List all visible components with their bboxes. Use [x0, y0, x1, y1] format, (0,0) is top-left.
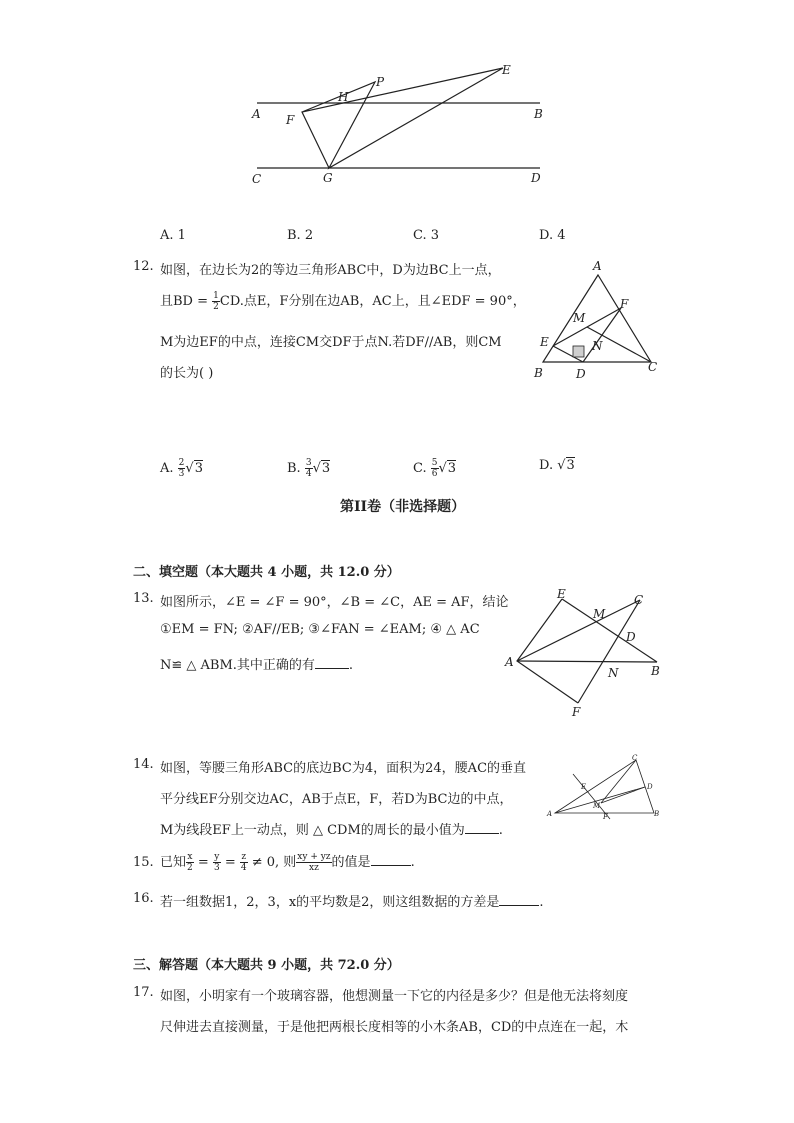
part2-title: 第II卷（非选择题）: [340, 499, 466, 515]
label-D: D: [576, 367, 586, 381]
q12-line3: M为边EF的中点，连接CM交DF于点N.若DF//AB，则CM: [160, 335, 502, 350]
label-H: H: [338, 90, 349, 104]
q11-option-c: C. 3: [413, 228, 440, 243]
label-M: M: [573, 311, 586, 325]
q12-line1: 如图，在边长为2的等边三角形ABC中，D为边BC上一点，: [160, 263, 501, 278]
q15-number: 15.: [133, 855, 154, 870]
answer-blank[interactable]: [371, 853, 411, 866]
answer-blank[interactable]: [315, 656, 349, 669]
q14-figure: [543, 753, 668, 823]
answer-blank[interactable]: [465, 821, 499, 834]
label-C: C: [632, 754, 638, 762]
equilateral-triangle-figure: [528, 258, 668, 383]
label-G: G: [323, 171, 333, 185]
q12-number: 12.: [133, 259, 154, 274]
label-A: A: [505, 655, 514, 669]
label-D: D: [647, 783, 653, 791]
label-A: A: [547, 810, 553, 818]
q17-line1: 如图，小明家有一个玻璃容器，他想测量一下它的内径是多少？但是他无法将刻度: [160, 989, 629, 1004]
q14-line1: 如图，等腰三角形ABC的底边BC为4，面积为24，腰AC的垂直: [160, 761, 527, 776]
q13-figure: [500, 585, 670, 720]
q16-line: 若一组数据1，2，3，x的平均数是2，则这组数据的方差是 .: [160, 895, 544, 910]
label-C: C: [648, 360, 658, 374]
q12-option-b: B. $\frac{3}{4}$ √3: [287, 458, 331, 479]
q13-line2: ①EM = FN; ②AF//EB; ③∠FAN = ∠EAM; ④ △ AC: [160, 622, 480, 637]
label-F: F: [603, 813, 608, 821]
label-F: F: [572, 705, 581, 719]
label-E: E: [557, 587, 566, 601]
label-B: B: [651, 664, 660, 678]
label-B: B: [654, 810, 660, 818]
q15-line: 已知 $\frac{x}{2}$ = $\frac{y}{3}$ = $\frac{z}{4}$ ≠ 0, 则 $\frac{xy + yz}{xz}$ 的值是 .: [160, 852, 415, 873]
label-E: E: [502, 63, 511, 77]
q12-option-d: D. √3: [539, 458, 575, 473]
label-N: N: [592, 339, 603, 353]
answer-blank[interactable]: [499, 893, 539, 906]
label-C: C: [252, 172, 262, 186]
label-C: C: [634, 593, 644, 607]
parallel-lines-figure: [245, 62, 555, 192]
q12-line4: 的长为( ): [160, 366, 214, 381]
label-M: M: [593, 607, 606, 621]
q13-line3: N≌ △ ABM.其中正确的有 .: [160, 658, 354, 673]
q12-option-a: A. $\frac{2}{3}$ √3: [160, 458, 203, 479]
label-A: A: [593, 259, 602, 273]
q12-option-c: C. $\frac{5}{6}$ √3: [413, 458, 457, 479]
label-D: D: [626, 630, 636, 644]
q11-option-a: A. 1: [160, 228, 186, 243]
section-fill-in: 二、填空题（本大题共 4 小题，共 12.0 分）: [133, 565, 400, 580]
label-D: D: [531, 171, 541, 185]
q11-option-b: B. 2: [287, 228, 314, 243]
q13-line1: 如图所示，∠E = ∠F = 90°，∠B = ∠C，AE = AF，结论: [160, 595, 509, 610]
q17-line2: 尺伸进去直接测量，于是他把两根长度相等的小木条AB，CD的中点连在一起，木: [160, 1020, 629, 1035]
q13-number: 13.: [133, 591, 154, 606]
label-B: B: [534, 107, 543, 121]
q14-number: 14.: [133, 757, 154, 772]
label-B: B: [534, 366, 543, 380]
label-E: E: [581, 783, 587, 791]
q12-line2: 且BD = $\frac{1}{2}$ CD.点E，F分别在边AB，AC上，且∠EDF = 90°，: [160, 291, 526, 312]
label-A: A: [252, 107, 261, 121]
q11-option-d: D. 4: [539, 228, 566, 243]
q14-line3: M为线段EF上一动点，则 △ CDM的周长的最小值为 .: [160, 823, 503, 838]
label-E: E: [540, 335, 549, 349]
label-M: M: [593, 802, 601, 810]
label-F: F: [286, 113, 295, 127]
label-P: P: [376, 75, 385, 89]
q16-number: 16.: [133, 891, 154, 906]
label-N: N: [608, 666, 619, 680]
section-solve: 三、解答题（本大题共 9 小题，共 72.0 分）: [133, 958, 400, 973]
q17-number: 17.: [133, 985, 154, 1000]
label-F: F: [620, 297, 629, 311]
q14-line2: 平分线EF分别交边AC，AB于点E，F，若D为BC边的中点，: [160, 792, 513, 807]
